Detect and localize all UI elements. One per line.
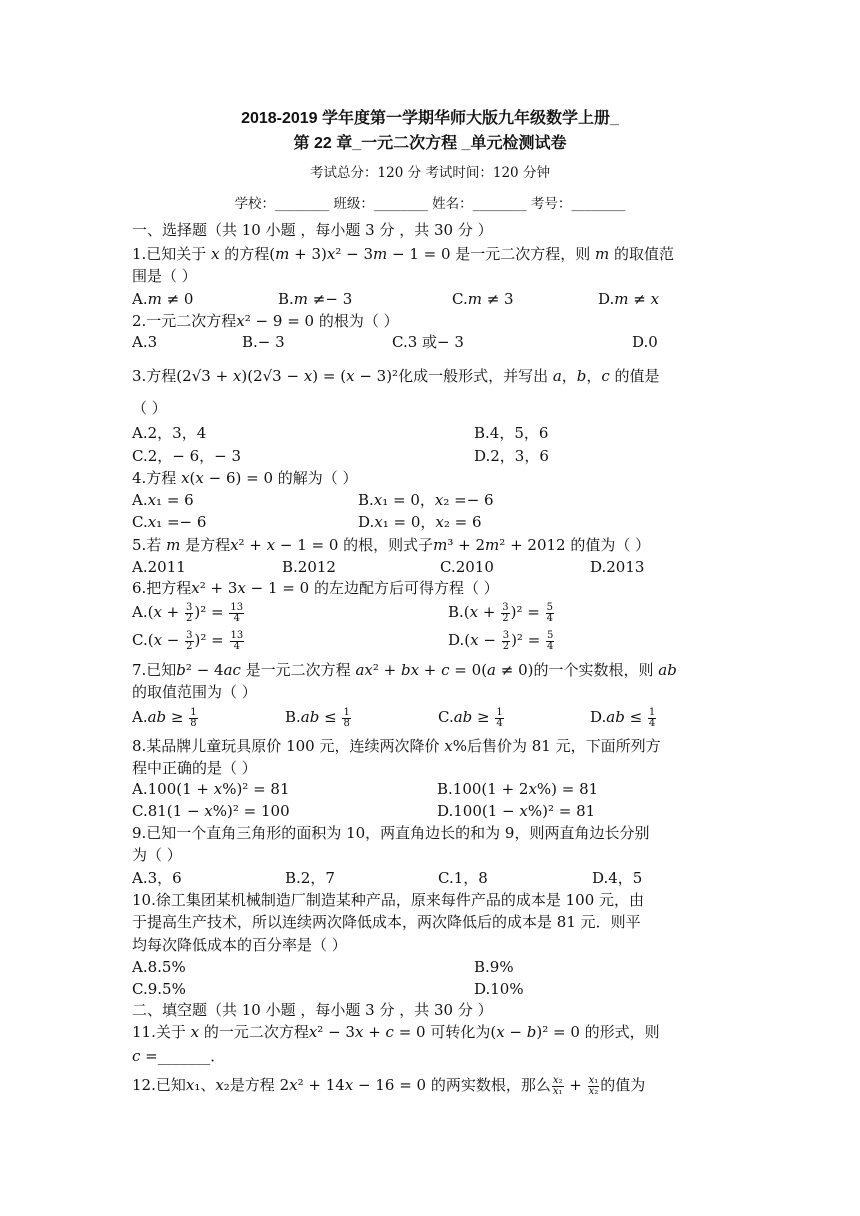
- q10-option-c: C.9.5%: [132, 980, 186, 998]
- q1-option-a: A.𝑚 ≠ 0: [132, 290, 194, 308]
- q8-text-line2: 程中正确的是（ ）: [132, 759, 257, 777]
- q7-option-d: D.𝑎𝑏 ≤ $\frac{1}{4}$: [590, 706, 656, 729]
- q9-option-a: A.3，6: [132, 869, 182, 887]
- q1-option-d: D.𝑚 ≠ 𝑥: [598, 290, 660, 308]
- q5-option-d: D.2013: [590, 558, 645, 576]
- q5-text: 5.若 𝑚 是方程𝑥² + 𝑥 − 1 = 0 的根，则式子𝑚³ + 2𝑚² + 2012 的值为（ ）: [132, 536, 651, 554]
- q9-option-d: D.4，5: [592, 869, 643, 887]
- q4-option-a: A.𝑥₁ = 6: [132, 491, 194, 509]
- q1-text-line1: 1.已知关于 𝑥 的方程(𝑚 + 3)𝑥² − 3𝑚 − 1 = 0 是一元二次方程，则 𝑚 的取值范: [132, 245, 675, 263]
- q5-option-b: B.2012: [282, 558, 336, 576]
- q8-option-d: D.100(1 − 𝑥%)² = 81: [437, 802, 596, 820]
- q3-option-d: D.2，3，6: [474, 447, 549, 465]
- q10-text-line2: 于提高生产技术，所以连续两次降低成本，两次降低后的成本是 81 元．则平: [132, 913, 641, 931]
- section2-heading: 二、填空题（共 10 小题 ，每小题 3 分 ，共 30 分 ）: [132, 1001, 493, 1019]
- q10-text-line1: 10.徐工集团某机械制造厂制造某种产品，原来每件产品的成本是 100 元，由: [132, 891, 645, 909]
- q10-text-line3: 均每次降低成本的百分率是（ ）: [132, 936, 347, 954]
- q6-option-c: C.(𝑥 − $\frac{3}{2}$ )² = $\frac{13}{4}$: [132, 629, 244, 652]
- q3-option-c: C.2，− 6，− 3: [132, 447, 242, 465]
- q3-option-b: B.4，5，6: [474, 424, 549, 442]
- q1-option-c: C.𝑚 ≠ 3: [452, 290, 514, 308]
- q10-option-d: D.10%: [474, 980, 524, 998]
- q8-option-b: B.100(1 + 2𝑥%) = 81: [437, 780, 599, 798]
- q10-option-a: A.8.5%: [132, 958, 186, 976]
- q2-option-c: C.3 或− 3: [392, 333, 464, 351]
- q4-text: 4.方程 𝑥(𝑥 − 6) = 0 的解为（ ）: [132, 469, 358, 487]
- q3-text-line2: （ ）: [132, 399, 167, 417]
- q9-option-c: C.1，8: [438, 869, 488, 887]
- q3-text-line1: 3.方程(2√3 + 𝑥)(2√3 − 𝑥) = (𝑥 − 3)²化成一般形式，并写出 𝑎，𝑏，𝑐 的值是: [132, 367, 660, 385]
- q4-option-d: D.𝑥₁ = 0，𝑥₂ = 6: [358, 513, 482, 531]
- q1-option-b: B.𝑚 ≠− 3: [278, 290, 353, 308]
- q9-option-b: B.2，7: [285, 869, 335, 887]
- exam-info: 考试总分：120 分 考试时间：120 分钟: [310, 165, 550, 181]
- q5-option-a: A.2011: [132, 558, 186, 576]
- q2-text: 2.一元二次方程𝑥² − 9 = 0 的根为（ ）: [132, 312, 399, 330]
- q7-option-c: C.𝑎𝑏 ≥ $\frac{1}{4}$: [438, 706, 503, 729]
- q2-option-a: A.3: [132, 333, 158, 351]
- q7-option-a: A.𝑎𝑏 ≥ $\frac{1}{8}$: [132, 706, 197, 729]
- q6-option-b: B.(𝑥 + $\frac{3}{2}$ )² = $\frac{5}{4}$: [448, 601, 553, 624]
- q7-text-line1: 7.已知𝑏² − 4𝑎𝑐 是一元二次方程 𝑎𝑥² + 𝑏𝑥 + 𝑐 = 0(𝑎 ≠ 0)的一个实数根，则 𝑎𝑏: [132, 661, 677, 679]
- section1-heading: 一、选择题（共 10 小题 ，每小题 3 分 ，共 30 分 ）: [132, 221, 493, 239]
- q12-text: 12.已知𝑥₁、𝑥₂是方程 2𝑥² + 14𝑥 − 16 = 0 的两实数根，那么 $\frac{\text{𝑥₂}}{\text{𝑥₁}}$ + $\frac{\text{𝑥₁}}{\text{𝑥₂}}$ 的值为: [132, 1074, 646, 1097]
- q11-text-line2: 𝑐 =_______．: [132, 1047, 226, 1065]
- q7-text-line2: 的取值范围为（ ）: [132, 683, 257, 701]
- q7-option-b: B.𝑎𝑏 ≤ $\frac{1}{8}$: [285, 706, 350, 729]
- q9-text-line2: 为（ ）: [132, 846, 182, 864]
- q6-option-d: D.(𝑥 − $\frac{3}{2}$ )² = $\frac{5}{4}$: [448, 629, 554, 652]
- q4-option-c: C.𝑥₁ =− 6: [132, 513, 207, 531]
- q6-text: 6.把方程𝑥² + 3𝑥 − 1 = 0 的左边配方后可得方程（ ）: [132, 579, 499, 597]
- q11-text-line1: 11.关于 𝑥 的一元二次方程𝑥² − 3𝑥 + 𝑐 = 0 可转化为(𝑥 − 𝑏)² = 0 的形式，则: [132, 1023, 660, 1041]
- q8-option-a: A.100(1 + 𝑥%)² = 81: [132, 780, 290, 798]
- q2-option-b: B.− 3: [242, 333, 285, 351]
- q8-option-c: C.81(1 − 𝑥%)² = 100: [132, 802, 290, 820]
- q1-text-line2: 围是（ ）: [132, 267, 197, 285]
- q4-option-b: B.𝑥₁ = 0，𝑥₂ =− 6: [358, 491, 494, 509]
- q10-option-b: B.9%: [474, 958, 514, 976]
- q3-option-a: A.2，3，4: [132, 424, 207, 442]
- q8-text-line1: 8.某品牌儿童玩具原价 100 元，连续两次降价 𝑥%后售价为 81 元，下面所列方: [132, 737, 661, 755]
- q5-option-c: C.2010: [440, 558, 494, 576]
- student-info: 学校：________ 班级：________ 姓名：________ 考号：________: [234, 196, 626, 212]
- exam-title-line2: 第 22 章_一元二次方程 _单元检测试卷: [293, 135, 567, 152]
- q9-text-line1: 9.已知一个直角三角形的面积为 10，两直角边长的和为 9，则两直角边长分别: [132, 824, 650, 842]
- q6-option-a: A.(𝑥 + $\frac{3}{2}$ )² = $\frac{13}{4}$: [132, 601, 244, 624]
- exam-title-line1: 2018-2019 学年度第一学期华师大版九年级数学上册_: [241, 110, 619, 127]
- q2-option-d: D.0: [632, 333, 658, 351]
